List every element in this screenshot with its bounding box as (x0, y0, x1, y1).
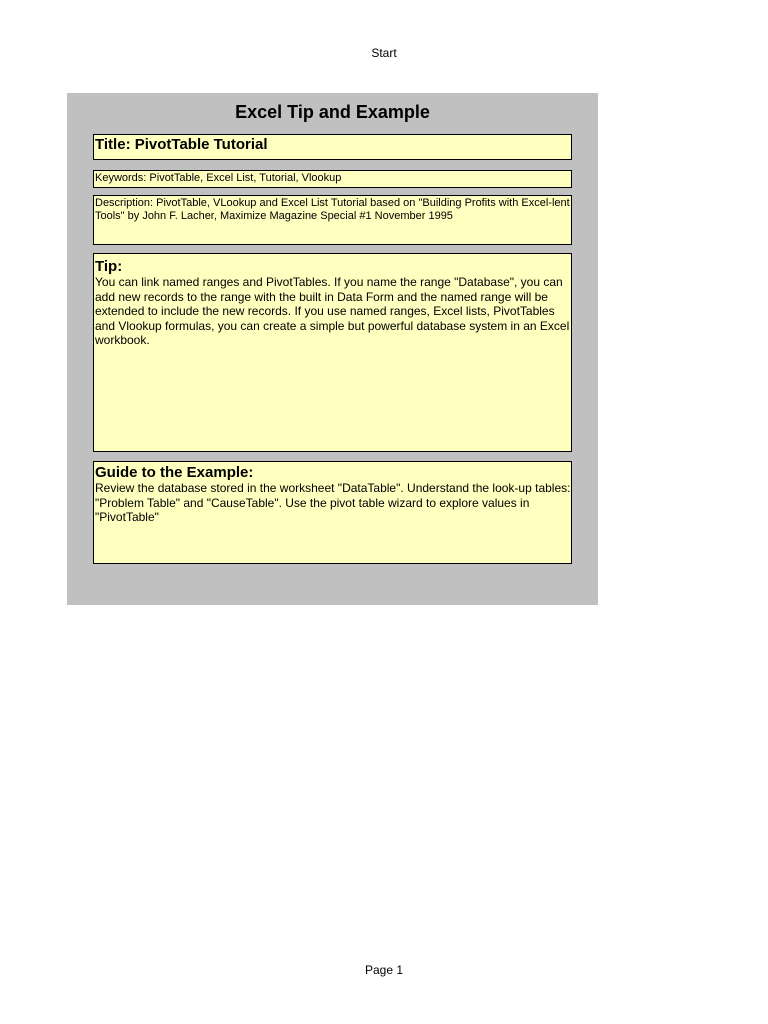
guide-box (93, 461, 572, 564)
tip-box (93, 253, 572, 452)
title-box: Title: PivotTable Tutorial (93, 134, 572, 160)
tip-heading: Tip: (95, 258, 123, 275)
description-box: Description: PivotTable, VLookup and Excel List Tutorial based on "Building Profits with Excel-lent Tools" by John F. Lacher, Maximize Magazine Special #1 November 1995 (93, 195, 572, 245)
guide-heading: Guide to the Example: (95, 464, 254, 481)
tip-sheet (67, 93, 598, 605)
page-header: Start (371, 46, 397, 60)
tip-body: You can link named ranges and PivotTables. If you name the range "Database", you can add new records to the range with the built in Data Form and the named range will be extended to include the new records. If you use named ranges, Excel lists, PivotTables and Vlookup formulas, you can create a simple but powerful database system in an Excel workbook. (95, 275, 570, 347)
sheet-heading: Excel Tip and Example (235, 102, 430, 122)
guide-body: Review the database stored in the worksheet "DataTable". Understand the look-up tables: "Problem Table" and "CauseTable". Use the pivot table wizard to explore values in "PivotTable" (95, 481, 571, 524)
page-footer: Page 1 (364, 963, 404, 977)
keywords-box: Keywords: PivotTable, Excel List, Tutorial, Vlookup (93, 170, 572, 188)
